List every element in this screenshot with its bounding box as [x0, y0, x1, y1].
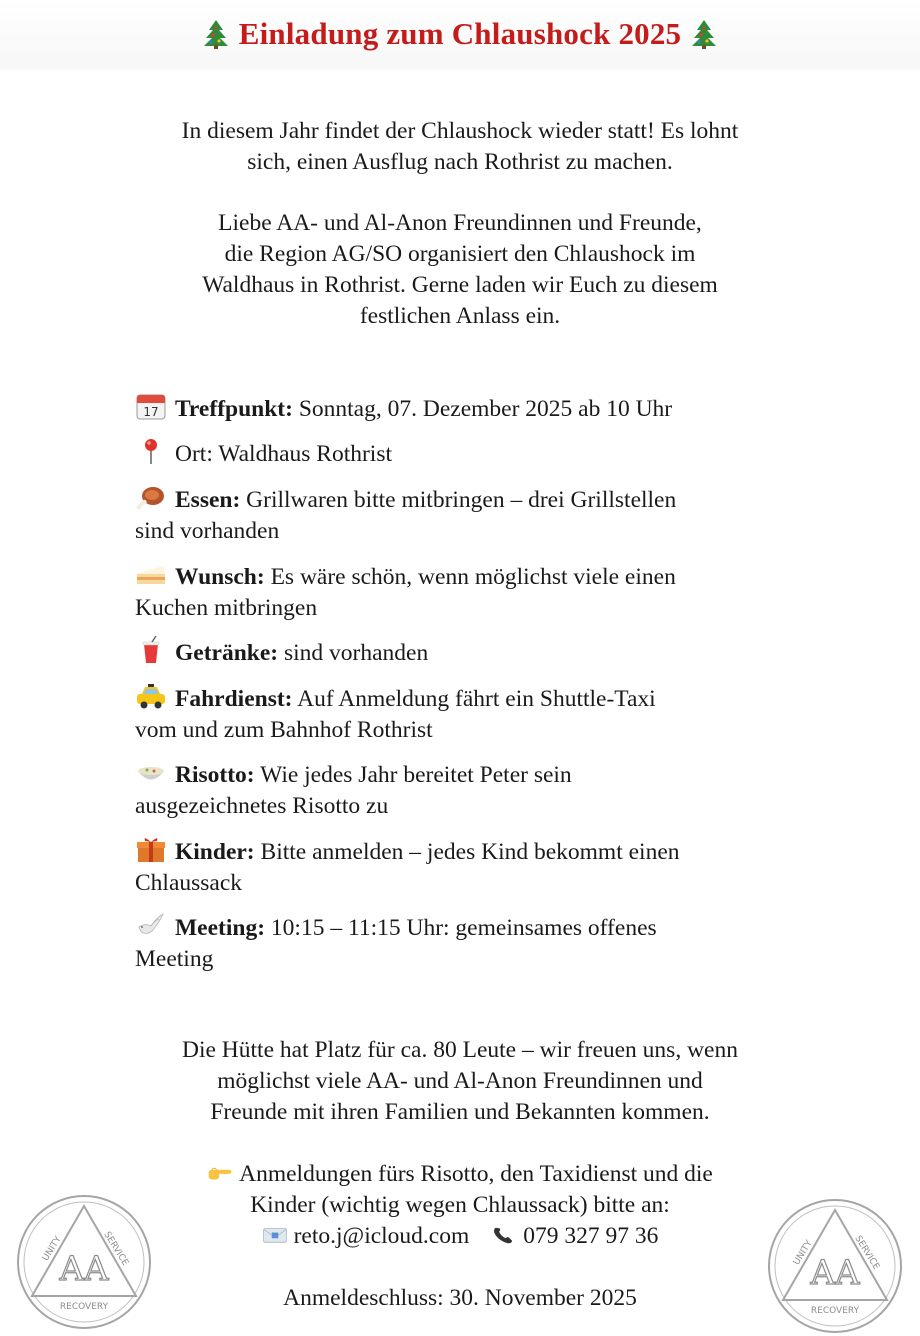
svg-text:RECOVERY: RECOVERY — [59, 1302, 109, 1312]
svg-text:AA: AA — [810, 1253, 860, 1293]
taxi-icon — [135, 682, 167, 710]
detail-text: Es wäre schön, wenn möglichst viele einen — [270, 564, 676, 590]
detail-text-continued: Kuchen mitbringen — [135, 595, 318, 621]
detail-label: Risotto: — [175, 762, 255, 788]
detail-ort — [135, 437, 785, 470]
svg-text:17: 17 — [143, 405, 159, 419]
svg-text:SERVICE: SERVICE — [101, 1230, 130, 1268]
detail-text-continued: sind vorhanden — [135, 518, 280, 544]
envelope-icon — [262, 1223, 288, 1247]
detail-getraenke — [135, 636, 785, 669]
svg-text:UNITY: UNITY — [40, 1234, 64, 1264]
svg-text:UNITY: UNITY — [791, 1238, 815, 1268]
intro-line: In diesem Jahr findet der Chlaushock wieder statt! Es lohnt — [181, 118, 739, 144]
intro-line: festlichen Anlass ein. — [359, 303, 561, 329]
detail-text-continued: Chlaussack — [135, 870, 243, 896]
closing-line: Freunde mit ihren Familien und Bekannten kommen. — [210, 1099, 710, 1125]
svg-text:RECOVERY: RECOVERY — [810, 1306, 860, 1316]
detail-text: Bitte anmelden – jedes Kind bekommt einen — [260, 839, 680, 865]
meat-icon — [135, 483, 167, 511]
intro-line: Liebe AA- und Al-Anon Freundinnen und Freunde, — [218, 210, 702, 236]
detail-label: Essen: — [175, 487, 241, 513]
intro-line: sich, einen Ausflug nach Rothrist zu machen. — [247, 149, 673, 175]
detail-text: Auf Anmeldung fährt ein Shuttle-Taxi — [297, 686, 656, 712]
header — [0, 0, 920, 68]
phone-icon — [491, 1223, 517, 1247]
registration-line: Kinder (wichtig wegen Chlaussack) bitte an: — [250, 1192, 670, 1218]
closing-line: Die Hütte hat Platz für ca. 80 Leute – wir freuen uns, wenn — [182, 1037, 738, 1063]
detail-label: Kinder: — [175, 839, 255, 865]
detail-label: Fahrdienst: — [175, 686, 293, 712]
detail-text: Ort: Waldhaus Rothrist — [175, 441, 392, 467]
detail-text: sind vorhanden — [284, 640, 429, 666]
closing-paragraph — [0, 1035, 920, 1128]
pin-icon — [135, 437, 167, 465]
detail-label: Getränke: — [175, 640, 279, 666]
registration-line: Anmeldungen fürs Risotto, den Taxidienst und die — [239, 1161, 713, 1187]
detail-text-continued: Meeting — [135, 946, 214, 972]
detail-wunsch — [135, 560, 785, 624]
detail-text: Wie jedes Jahr bereitet Peter sein — [260, 762, 572, 788]
detail-label: Meeting: — [175, 915, 266, 941]
detail-text: Grillwaren bitte mitbringen – drei Grillstellen — [246, 487, 677, 513]
svg-text:AA: AA — [59, 1249, 109, 1289]
gift-icon — [135, 835, 167, 863]
closing-line: möglichst viele AA- und Al-Anon Freundinnen und — [217, 1068, 703, 1094]
intro-paragraph-2 — [0, 208, 920, 332]
christmas-tree-icon — [203, 19, 229, 49]
detail-label: Treffpunkt: — [175, 396, 293, 422]
aa-logo — [14, 1192, 154, 1332]
registration-deadline: Anmeldeschluss: 30. November 2025 — [283, 1285, 637, 1311]
detail-fahrdienst — [135, 682, 785, 746]
calendar-icon — [135, 392, 167, 420]
cake-icon — [135, 560, 167, 588]
detail-risotto — [135, 758, 785, 822]
detail-meeting — [135, 911, 785, 975]
christmas-tree-icon — [691, 19, 717, 49]
page-title: Einladung zum Chlaushock 2025 — [238, 16, 682, 51]
detail-text-continued: ausgezeichnetes Risotto zu — [135, 793, 389, 819]
detail-text: Sonntag, 07. Dezember 2025 ab 10 Uhr — [298, 396, 673, 422]
svg-text:SERVICE: SERVICE — [852, 1234, 881, 1272]
dove-icon — [135, 911, 167, 939]
aa-logo — [765, 1196, 905, 1336]
detail-treffpunkt — [135, 392, 785, 425]
detail-text: 10:15 – 11:15 Uhr: gemeinsames offenes — [270, 915, 657, 941]
intro-line: die Region AG/SO organisiert den Chlaushock im — [224, 241, 696, 267]
detail-kinder — [135, 835, 785, 899]
detail-label: Wunsch: — [175, 564, 265, 590]
intro-line: Waldhaus in Rothrist. Gerne laden wir Euch zu diesem — [202, 272, 718, 298]
intro-paragraph-1 — [0, 116, 920, 178]
detail-text-continued: vom und zum Bahnhof Rothrist — [135, 717, 433, 743]
pointing-hand-icon — [207, 1161, 233, 1185]
detail-essen — [135, 483, 785, 547]
phone-number[interactable]: 079 327 97 36 — [523, 1223, 659, 1249]
email-link[interactable]: reto.j@icloud.com — [293, 1223, 470, 1249]
bowl-icon — [135, 758, 167, 786]
drink-icon — [135, 636, 167, 664]
